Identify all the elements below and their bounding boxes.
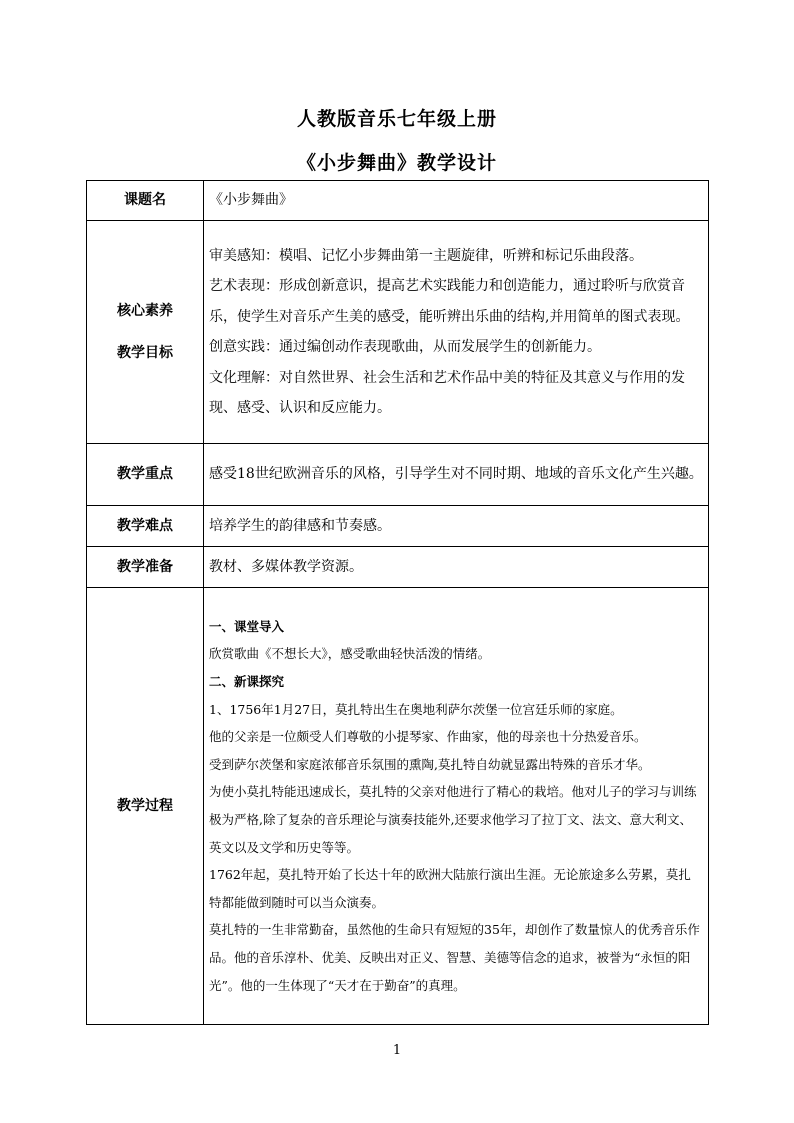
table-row (87, 547, 709, 588)
goal-culture: 文化理解：对自然世界、社会生活和艺术作品中美的特征及其意义与作用的发现、感受、认识和反应能力。 (209, 369, 685, 416)
lesson-plan-table (86, 180, 709, 1025)
row-label-difficulty: 教学难点 (87, 506, 204, 547)
process-paragraph: 1、1756年1月27日，莫扎特出生在奥地利萨尔茨堡一位宫廷乐师的家庭。 (209, 701, 623, 717)
table-row (87, 588, 709, 1025)
process-paragraph: 受到萨尔茨堡和家庭浓郁音乐氛围的熏陶,莫扎特自幼就显露出特殊的音乐才华。 (209, 756, 651, 772)
process-content (204, 588, 709, 1025)
row-label-key-points: 教学重点 (87, 444, 204, 506)
row-label-process: 教学过程 (87, 588, 204, 1025)
row-label-preparation: 教学准备 (87, 547, 204, 588)
process-paragraph: 为使小莫扎特能迅速成长，莫扎特的父亲对他进行了精心的栽培。他对儿子的学习与训练极为严格,除了复杂的音乐理论与演奏技能外,还要求他学习了拉丁文、法文、意大利文、英文以及文学和历史等等。 (209, 784, 697, 855)
document-title: 人教版音乐七年级上册 (296, 108, 497, 130)
page-number: 1 (392, 1043, 402, 1058)
process-paragraph: 莫扎特的一生非常勤奋，虽然他的生命只有短短的35年，却创作了数量惊人的优秀音乐作品。他的音乐淳朴、优美、反映出对正义、智慧、美德等信念的追求，被誉为“永恒的阳光”。他的一生体现了“天才在于勤奋”的真理。 (209, 922, 700, 993)
process-paragraph: 欣赏歌曲《不想长大》，感受歌曲轻快活泼的情绪。 (209, 646, 491, 662)
row-label-goals (87, 221, 204, 444)
goals-label-line1: 核心素养 (117, 302, 173, 319)
document-subtitle: 《小步舞曲》教学设计 (296, 152, 497, 174)
goal-aesthetic: 审美感知：模唱、记忆小步舞曲第一主题旋律，听辨和标记乐曲段落。 (209, 247, 643, 264)
row-label-topic: 课题名 (87, 181, 204, 221)
topic-value: 《小步舞曲》 (204, 181, 709, 221)
process-paragraph: 1762年起，莫扎特开始了长达十年的欧洲大陆旅行演出生涯。无论旅途多么劳累，莫扎特都能做到随时可以当众演奏。 (209, 867, 691, 910)
goal-expression: 艺术表现：形成创新意识，提高艺术实践能力和创造能力，通过聆听与欣赏音乐，使学生对音乐产生美的感受，能听辨出乐曲的结构,并用简单的图式表现。 (209, 278, 690, 325)
difficulty-value: 培养学生的韵律感和节奏感。 (204, 506, 709, 547)
table-row (87, 181, 709, 221)
table-row (87, 444, 709, 506)
key-points-value: 感受18世纪欧洲音乐的风格，引导学生对不同时期、地域的音乐文化产生兴趣。 (204, 444, 709, 506)
table-row (87, 221, 709, 444)
goals-label-line2: 教学目标 (117, 345, 173, 361)
process-paragraph: 他的父亲是一位颇受人们尊敬的小提琴家、作曲家，他的母亲也十分热爱音乐。 (209, 729, 647, 745)
table-row (87, 506, 709, 547)
section-heading-explore: 二、新课探究 (209, 674, 285, 690)
section-heading-intro: 一、课堂导入 (209, 618, 285, 634)
goals-content (204, 221, 709, 444)
goal-creativity: 创意实践：通过编创动作表现歌曲，从而发展学生的创新能力。 (209, 339, 601, 355)
preparation-value: 教材、多媒体教学资源。 (204, 547, 709, 588)
